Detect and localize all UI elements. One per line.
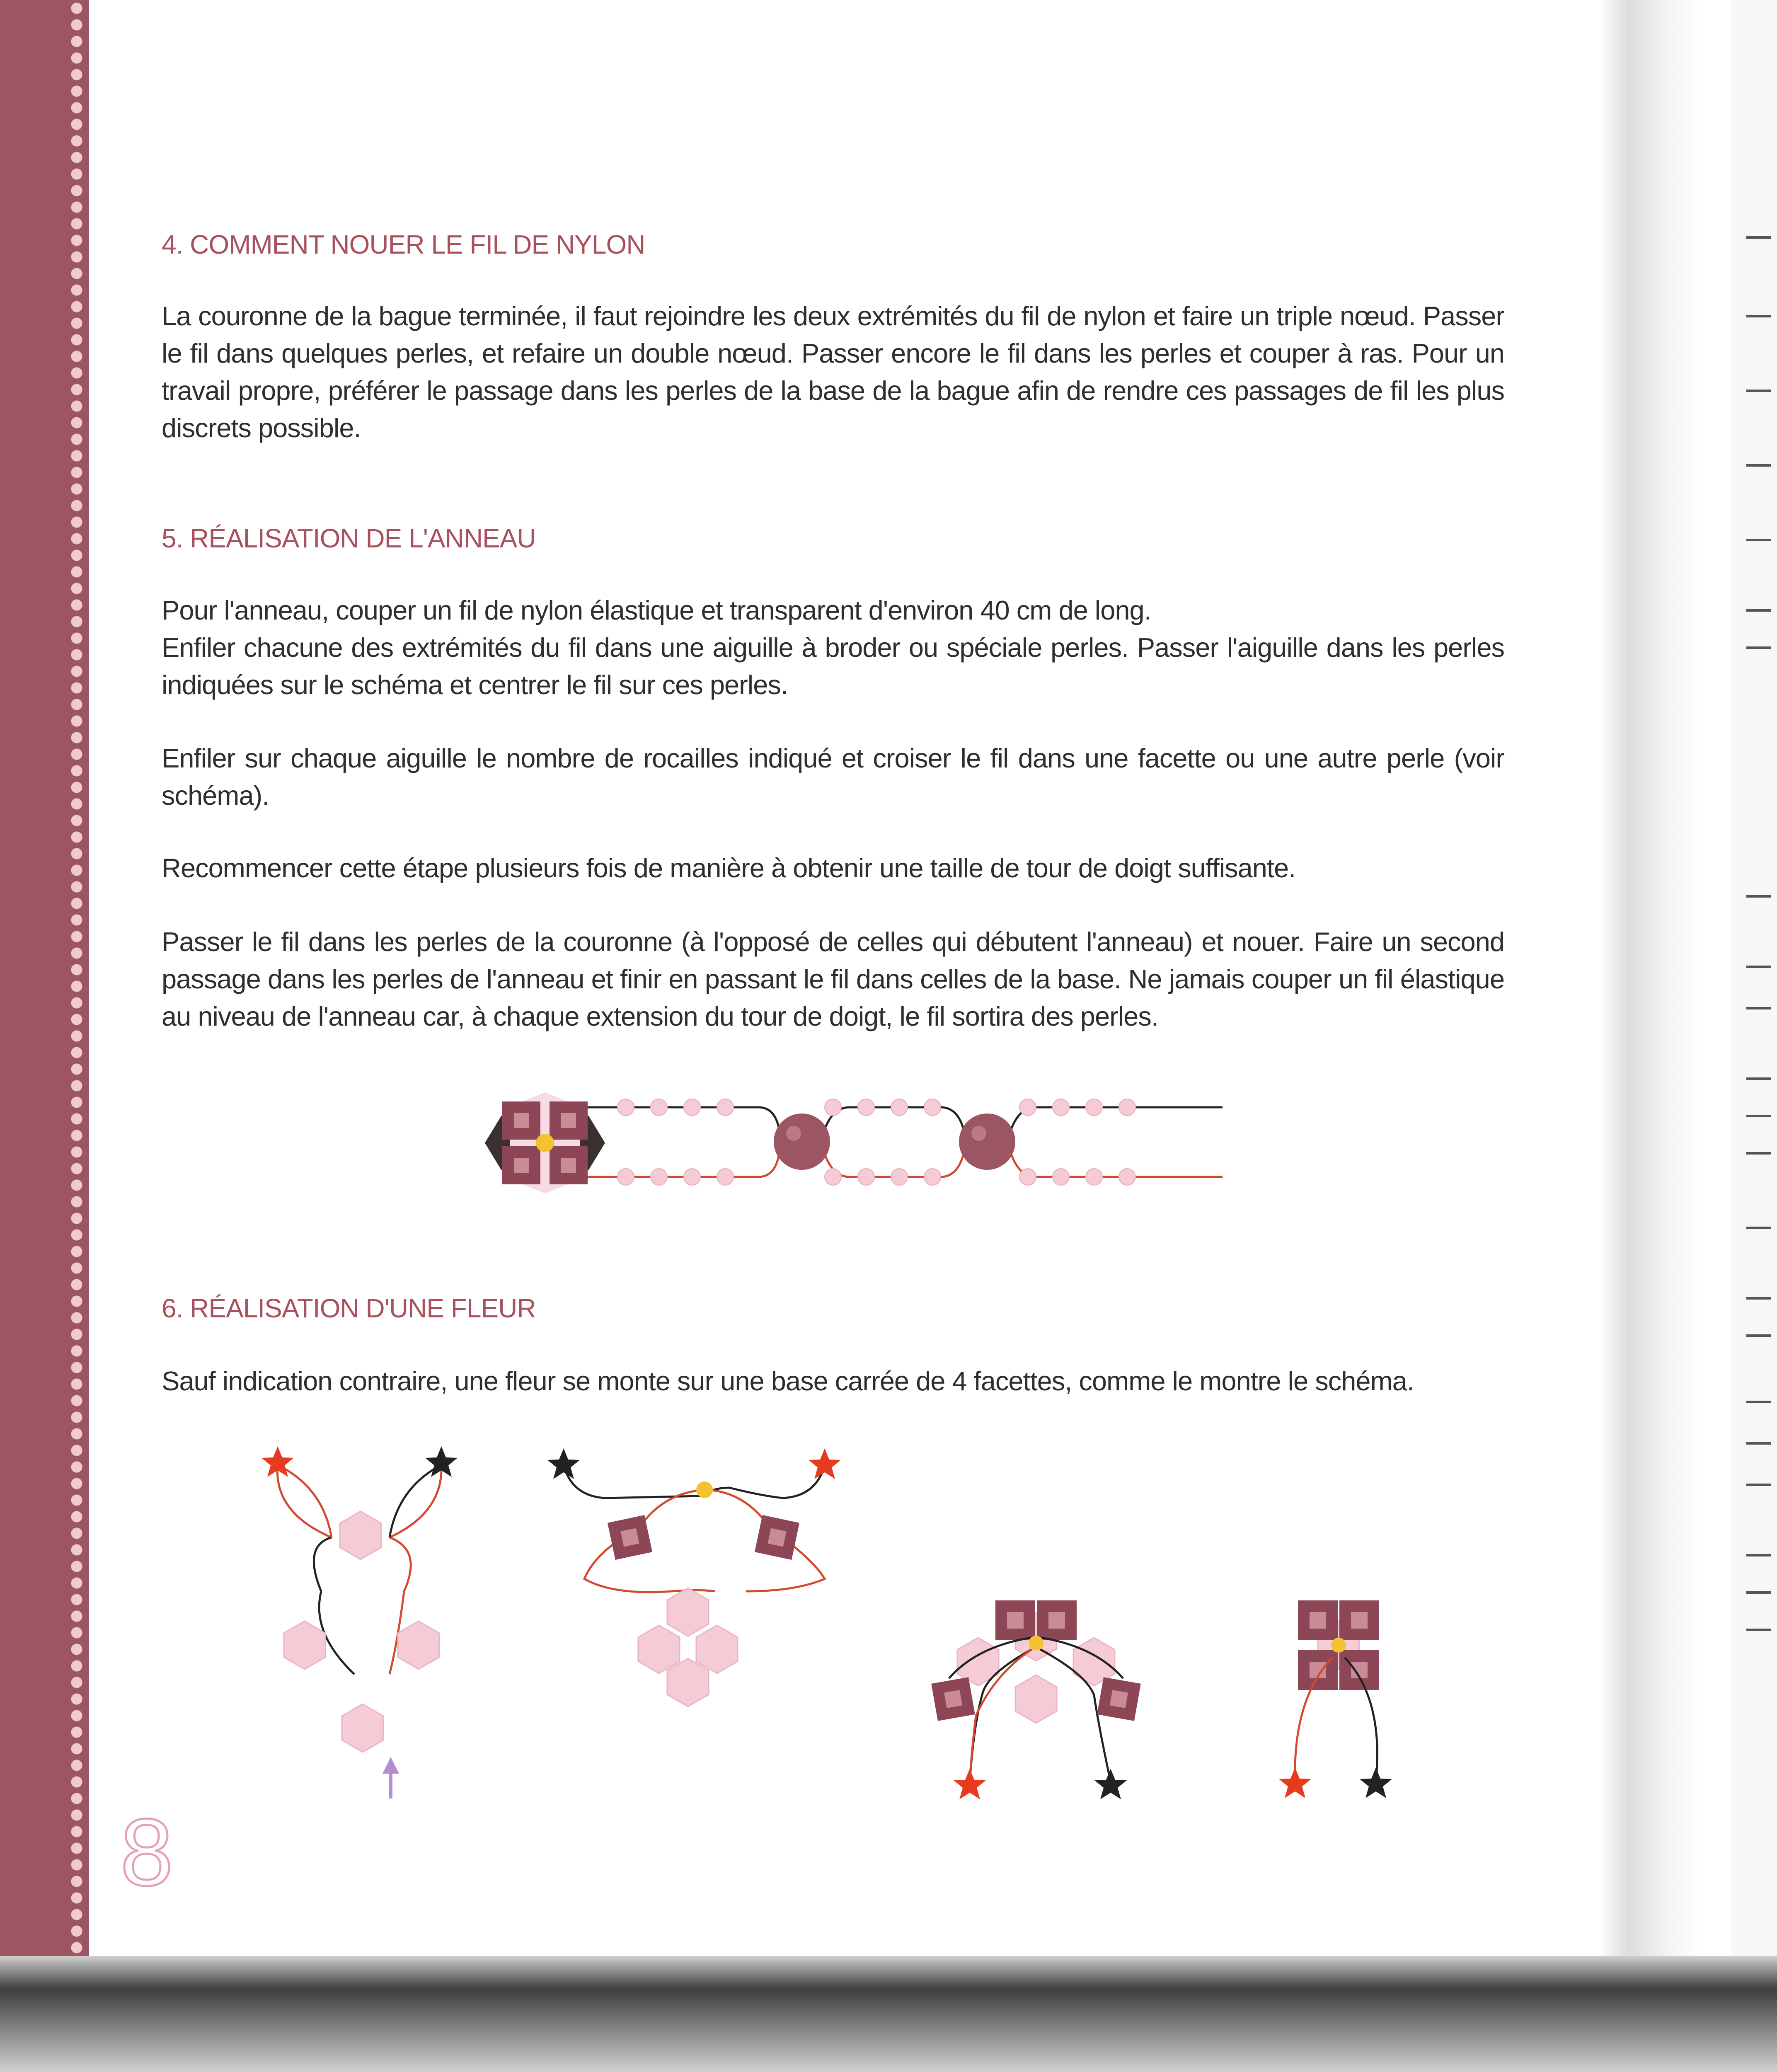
flower-step-diagrams xyxy=(249,1426,1533,1823)
section-5-paragraph-3: Enfiler sur chaque aiguille le nombre de rocailles indiqué et croiser le fil dans une facette ou une autre perle (voir schéma). xyxy=(162,743,1504,811)
page-number: 8 xyxy=(120,1799,173,1905)
section-5-heading: 5. RÉALISATION DE L'ANNEAU xyxy=(162,523,536,553)
section-4-heading: 4. COMMENT NOUER LE FIL DE NYLON xyxy=(162,230,645,259)
section-5-paragraph-4: Recommencer cette étape plusieurs fois de manière à obtenir une taille de tour de doigt suffisante. xyxy=(162,853,1296,883)
section-5-paragraph-5: Passer le fil dans les perles de la couronne (à l'opposé de celles qui débutent l'anneau) et nouer. Faire un second passage dans les perles de l'anneau et finir en passant le fil dans celles de la base. Ne jamais couper un fil élastique au niveau de l'anneau car, à chaque extension du tour de doigt, le fil sortira des perles. xyxy=(162,927,1504,1031)
arrow-up-icon xyxy=(383,1757,399,1798)
flower-step-4 xyxy=(1279,1600,1392,1798)
flower-step-1 xyxy=(261,1446,458,1798)
section-5-paragraph-1: Pour l'anneau, couper un fil de nylon élastique et transparent d'environ 40 cm de long. xyxy=(162,595,1151,625)
flower-step-3 xyxy=(931,1600,1141,1799)
section-4-paragraph: La couronne de la bague terminée, il faut rejoindre les deux extrémités du fil de nylon et faire un triple nœud. Passer le fil dans quelques perles, et refaire un double nœud. Passer encore le fil dans les perles et couper à ras. Pour un travail propre, préférer le passage dans les perles de la base de la bague afin de rendre ces passages de fil les plus discrets possible. xyxy=(162,301,1504,443)
flower-step-2 xyxy=(547,1448,841,1706)
next-page-edge xyxy=(1731,0,1777,1960)
bead-ring-diagram xyxy=(477,1090,1223,1198)
binding-strip xyxy=(0,0,89,1960)
scan-bottom-shadow xyxy=(0,1956,1777,2072)
section-5-paragraph-2: Enfiler chacune des extrémités du fil dans une aiguille à broder ou spéciale perles. Passer l'aiguille dans les perles indiquées sur le schéma et centrer le fil sur ces perles. xyxy=(162,632,1504,700)
section-6-heading: 6. RÉALISATION D'UNE FLEUR xyxy=(162,1293,536,1323)
section-6-paragraph: Sauf indication contraire, une fleur se monte sur une base carrée de 4 facettes, comme le montre le schéma. xyxy=(162,1366,1414,1396)
